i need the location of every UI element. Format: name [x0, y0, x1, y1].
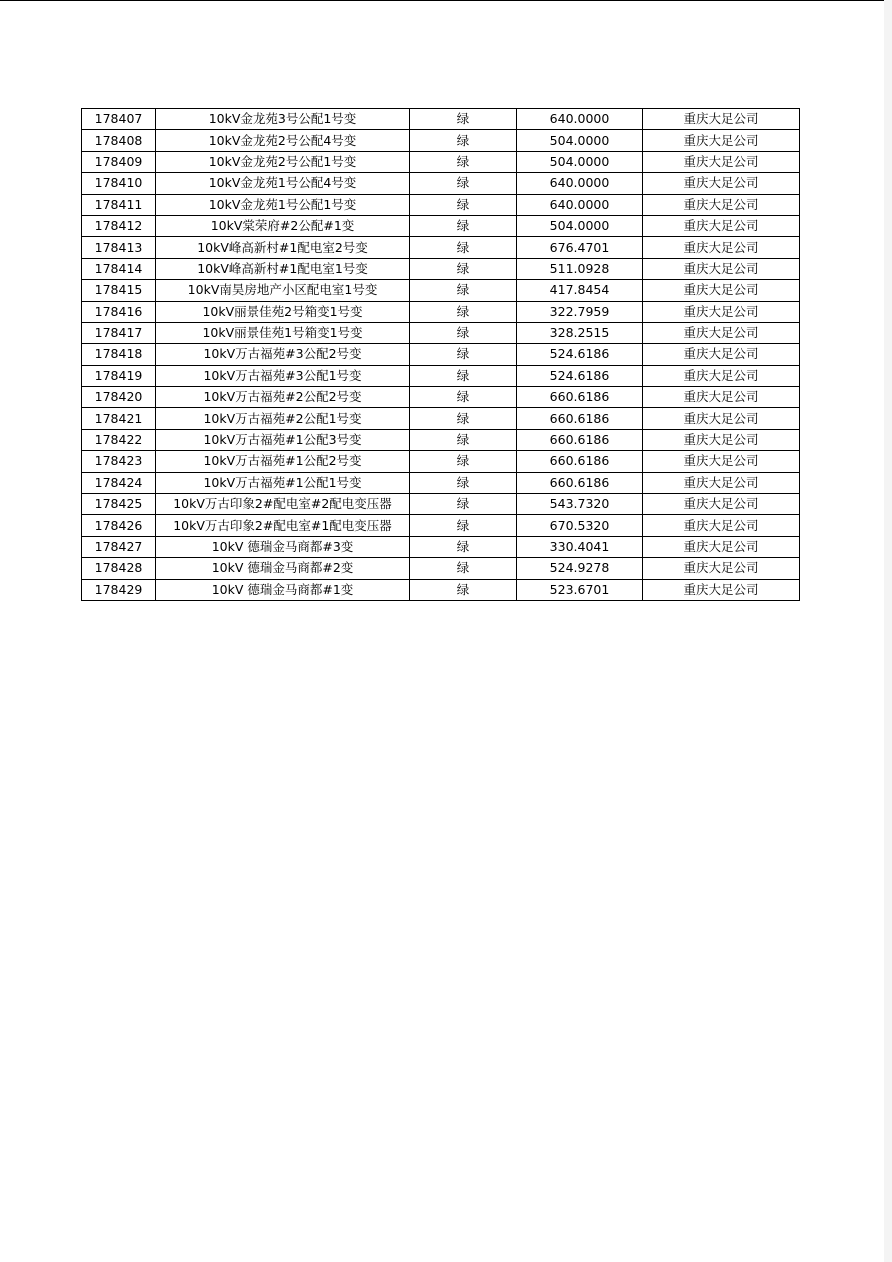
cell-status-color: 绿	[410, 408, 517, 429]
cell-transformer-name: 10kV 德瑞金马商都#2变	[156, 558, 410, 579]
cell-id: 178424	[82, 472, 156, 493]
cell-id: 178413	[82, 237, 156, 258]
cell-id: 178417	[82, 322, 156, 343]
cell-id: 178423	[82, 451, 156, 472]
cell-id: 178416	[82, 301, 156, 322]
cell-company: 重庆大足公司	[643, 536, 800, 557]
cell-id: 178422	[82, 429, 156, 450]
cell-status-color: 绿	[410, 344, 517, 365]
cell-transformer-name: 10kV万古福苑#1公配3号变	[156, 429, 410, 450]
cell-status-color: 绿	[410, 258, 517, 279]
cell-id: 178419	[82, 365, 156, 386]
cell-value: 504.0000	[517, 215, 643, 236]
table-row	[82, 365, 800, 386]
cell-status-color: 绿	[410, 151, 517, 172]
cell-company: 重庆大足公司	[643, 558, 800, 579]
cell-transformer-name: 10kV金龙苑3号公配1号变	[156, 109, 410, 130]
cell-company: 重庆大足公司	[643, 387, 800, 408]
cell-value: 417.8454	[517, 280, 643, 301]
cell-id: 178410	[82, 173, 156, 194]
page-top-border	[0, 0, 892, 1]
cell-value: 660.6186	[517, 387, 643, 408]
cell-company: 重庆大足公司	[643, 280, 800, 301]
cell-company: 重庆大足公司	[643, 344, 800, 365]
cell-status-color: 绿	[410, 579, 517, 600]
cell-company: 重庆大足公司	[643, 494, 800, 515]
cell-value: 543.7320	[517, 494, 643, 515]
cell-id: 178411	[82, 194, 156, 215]
table-row	[82, 536, 800, 557]
cell-transformer-name: 10kV金龙苑1号公配4号变	[156, 173, 410, 194]
cell-value: 328.2515	[517, 322, 643, 343]
cell-value: 523.6701	[517, 579, 643, 600]
cell-transformer-name: 10kV棠荣府#2公配#1变	[156, 215, 410, 236]
table-row	[82, 429, 800, 450]
cell-value: 511.0928	[517, 258, 643, 279]
cell-transformer-name: 10kV万古福苑#2公配1号变	[156, 408, 410, 429]
cell-transformer-name: 10kV万古印象2#配电室#1配电变压器	[156, 515, 410, 536]
cell-id: 178412	[82, 215, 156, 236]
cell-status-color: 绿	[410, 494, 517, 515]
cell-status-color: 绿	[410, 173, 517, 194]
cell-status-color: 绿	[410, 536, 517, 557]
cell-value: 330.4041	[517, 536, 643, 557]
cell-transformer-name: 10kV金龙苑2号公配4号变	[156, 130, 410, 151]
cell-status-color: 绿	[410, 301, 517, 322]
cell-value: 670.5320	[517, 515, 643, 536]
table-row	[82, 258, 800, 279]
table-row	[82, 558, 800, 579]
cell-id: 178427	[82, 536, 156, 557]
cell-value: 660.6186	[517, 408, 643, 429]
cell-value: 640.0000	[517, 173, 643, 194]
cell-status-color: 绿	[410, 322, 517, 343]
cell-transformer-name: 10kV万古福苑#3公配1号变	[156, 365, 410, 386]
cell-value: 524.6186	[517, 365, 643, 386]
cell-transformer-name: 10kV万古福苑#1公配2号变	[156, 451, 410, 472]
cell-company: 重庆大足公司	[643, 451, 800, 472]
table-row	[82, 344, 800, 365]
cell-status-color: 绿	[410, 280, 517, 301]
cell-status-color: 绿	[410, 130, 517, 151]
cell-value: 640.0000	[517, 109, 643, 130]
cell-transformer-name: 10kV南昊房地产小区配电室1号变	[156, 280, 410, 301]
table-row	[82, 515, 800, 536]
cell-id: 178425	[82, 494, 156, 515]
cell-company: 重庆大足公司	[643, 173, 800, 194]
cell-id: 178418	[82, 344, 156, 365]
cell-transformer-name: 10kV 德瑞金马商都#3变	[156, 536, 410, 557]
cell-id: 178415	[82, 280, 156, 301]
cell-value: 504.0000	[517, 151, 643, 172]
cell-company: 重庆大足公司	[643, 365, 800, 386]
cell-transformer-name: 10kV万古印象2#配电室#2配电变压器	[156, 494, 410, 515]
cell-status-color: 绿	[410, 451, 517, 472]
cell-company: 重庆大足公司	[643, 215, 800, 236]
cell-transformer-name: 10kV金龙苑1号公配1号变	[156, 194, 410, 215]
cell-id: 178414	[82, 258, 156, 279]
cell-company: 重庆大足公司	[643, 322, 800, 343]
table-row	[82, 322, 800, 343]
cell-transformer-name: 10kV峰高新村#1配电室2号变	[156, 237, 410, 258]
cell-status-color: 绿	[410, 472, 517, 493]
cell-status-color: 绿	[410, 215, 517, 236]
table-row	[82, 472, 800, 493]
cell-company: 重庆大足公司	[643, 258, 800, 279]
cell-company: 重庆大足公司	[643, 579, 800, 600]
cell-company: 重庆大足公司	[643, 472, 800, 493]
cell-company: 重庆大足公司	[643, 109, 800, 130]
cell-company: 重庆大足公司	[643, 408, 800, 429]
page-right-edge	[884, 0, 892, 1262]
cell-company: 重庆大足公司	[643, 194, 800, 215]
cell-status-color: 绿	[410, 109, 517, 130]
table-row	[82, 151, 800, 172]
cell-company: 重庆大足公司	[643, 301, 800, 322]
cell-company: 重庆大足公司	[643, 515, 800, 536]
transformer-table	[81, 108, 800, 601]
cell-transformer-name: 10kV峰高新村#1配电室1号变	[156, 258, 410, 279]
cell-transformer-name: 10kV万古福苑#1公配1号变	[156, 472, 410, 493]
table-row	[82, 387, 800, 408]
cell-value: 660.6186	[517, 472, 643, 493]
cell-value: 524.9278	[517, 558, 643, 579]
table-row	[82, 301, 800, 322]
cell-transformer-name: 10kV 德瑞金马商都#1变	[156, 579, 410, 600]
cell-status-color: 绿	[410, 387, 517, 408]
cell-value: 676.4701	[517, 237, 643, 258]
cell-transformer-name: 10kV金龙苑2号公配1号变	[156, 151, 410, 172]
table-row	[82, 280, 800, 301]
table-row	[82, 109, 800, 130]
table-body	[82, 109, 800, 601]
cell-value: 504.0000	[517, 130, 643, 151]
cell-id: 178408	[82, 130, 156, 151]
cell-id: 178429	[82, 579, 156, 600]
cell-company: 重庆大足公司	[643, 429, 800, 450]
table-row	[82, 494, 800, 515]
cell-transformer-name: 10kV丽景佳苑2号箱变1号变	[156, 301, 410, 322]
table-row	[82, 215, 800, 236]
cell-company: 重庆大足公司	[643, 151, 800, 172]
cell-status-color: 绿	[410, 194, 517, 215]
table-row	[82, 237, 800, 258]
table-row	[82, 408, 800, 429]
cell-id: 178407	[82, 109, 156, 130]
cell-value: 322.7959	[517, 301, 643, 322]
cell-transformer-name: 10kV万古福苑#2公配2号变	[156, 387, 410, 408]
cell-status-color: 绿	[410, 558, 517, 579]
cell-id: 178409	[82, 151, 156, 172]
cell-company: 重庆大足公司	[643, 130, 800, 151]
cell-id: 178421	[82, 408, 156, 429]
cell-value: 660.6186	[517, 429, 643, 450]
cell-status-color: 绿	[410, 429, 517, 450]
cell-value: 660.6186	[517, 451, 643, 472]
cell-value: 524.6186	[517, 344, 643, 365]
table-row	[82, 451, 800, 472]
table-row	[82, 173, 800, 194]
cell-status-color: 绿	[410, 515, 517, 536]
cell-id: 178428	[82, 558, 156, 579]
cell-id: 178420	[82, 387, 156, 408]
cell-company: 重庆大足公司	[643, 237, 800, 258]
table-row	[82, 579, 800, 600]
cell-status-color: 绿	[410, 237, 517, 258]
cell-transformer-name: 10kV万古福苑#3公配2号变	[156, 344, 410, 365]
cell-value: 640.0000	[517, 194, 643, 215]
table-row	[82, 130, 800, 151]
cell-id: 178426	[82, 515, 156, 536]
table-row	[82, 194, 800, 215]
cell-status-color: 绿	[410, 365, 517, 386]
cell-transformer-name: 10kV丽景佳苑1号箱变1号变	[156, 322, 410, 343]
